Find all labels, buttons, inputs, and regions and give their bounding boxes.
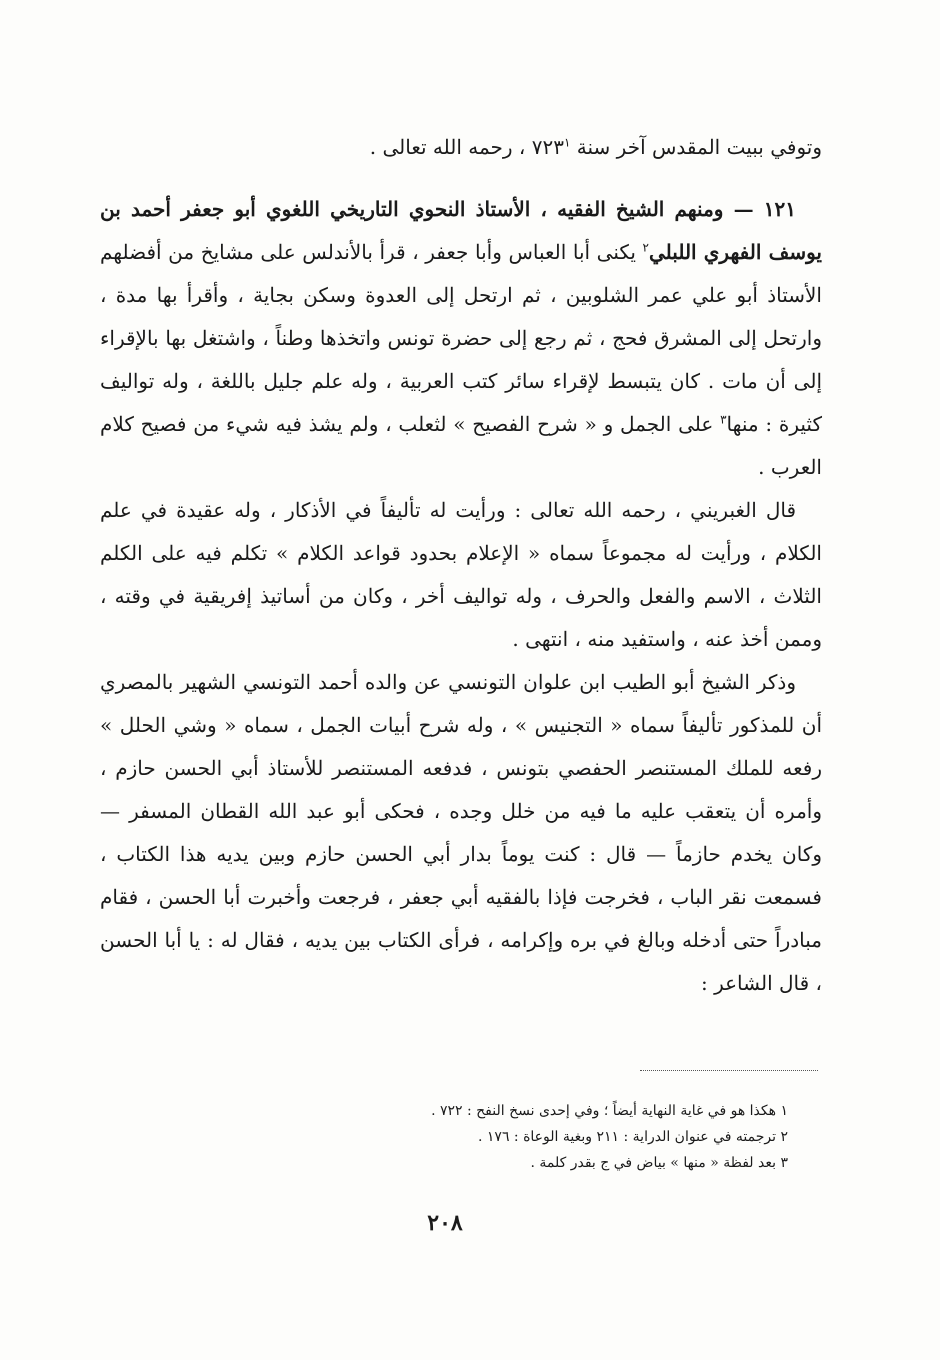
entry-text: يكنى أبا العباس وأبا جعفر ، قرأ بالأندلس على مشايخ من أفضلهم الأستاذ أبو علي عمر الشلوبين ، ثم ارتحل إلى العدوة وسكن بجاية ، وأقرأ بها مدة ، وارتحل إلى المشرق فحج ، ثم رجع إلى حضرة تونس واتخذها وطناً ، واشتغل بها بالإقراء إلى أن مات . كان يتبسط لإقراء سائر كتب العربية ، وله علم جليل باللغة ، وله تواليف كثيرة : منها [100, 240, 822, 436]
continuation-line [100, 126, 822, 169]
entry-number: ١٢١ [763, 197, 796, 221]
footnote-1: ١ هكذا هو في غاية النهاية أيضاً ؛ وفي إحدى نسخ النفح : ٧٢٢ . [431, 1103, 788, 1119]
continuation-text: وتوفي ببيت المقدس آخر سنة ٧٢٣ [531, 135, 822, 159]
page-number: ٢٠٨ [427, 1210, 463, 1236]
footnote-marker: ٢ [642, 240, 649, 255]
entry-text-continued: على الجمل و « شرح الفصيح » لثعلب ، ولم يشذ فيه شيء من فصيح كلام العرب . [100, 412, 822, 479]
ibn-alwan-paragraph: وذكر الشيخ أبو الطيب ابن علوان التونسي عن والده أحمد التونسي الشهير بالمصري أن للمذكور تأليفاً سماه « التجنيس » ، وله شرح أبيات الجمل ، سماه « وشي الحلل » رفعه للملك المستنصر الحفصي بتونس ، فدفعه المستنصر للأستاذ أبي الحسن حازم ، وأمره أن يتعقب عليه ما فيه من خلل وجده ، فحكى أبو عبد الله القطان المسفر — وكان يخدم حازماً — قال : كنت يوماً بدار أبي الحسن حازم وبين يديه هذا الكتاب ، فسمعت نقر الباب ، فخرجت فإذا بالفقيه أبي جعفر ، فرجعت وأخبرت أبا الحسن ، فقام مبادراً حتى أدخله وبالغ في بره وإكرامه ، فرأى الكتاب بين يديه ، فقال له : يا أبا الحسن ، قال الشاعر : [100, 670, 822, 995]
footnote-marker: ٣ [720, 412, 727, 427]
entry-paragraph [100, 188, 822, 489]
ghubrini-paragraph: قال الغبريني ، رحمه الله تعالى : ورأيت له تأليفاً في الأذكار ، وله عقيدة في علم الكلام ، ورأيت له مجموعاً سماه « الإعلام بحدود قواعد الكلام » تكلم فيه على الكلم الثلاث ، الاسم والفعل والحرف ، وله تواليف أخر ، وكان من أساتيذ إفريقية في وقته ، وممن أخذ عنه ، واستفيد منه ، انتهى . [100, 498, 822, 651]
footnote-3: ٣ بعد لفظة « منها » بياض في ج بقدر كلمة . [530, 1155, 788, 1171]
biography-entry [100, 188, 822, 1005]
footnote-2: ٢ ترجمته في عنوان الدراية : ٢١١ وبغية الوعاة : ١٧٦ . [478, 1129, 788, 1145]
continuation-text-end: ، رحمه الله تعالى . [369, 135, 532, 159]
footnote-separator [640, 1070, 818, 1071]
footnote-marker: ١ [563, 135, 571, 150]
entry-heading: — ومنهم الشيخ الفقيه ، الأستاذ النحوي التاريخي اللغوي أبو جعفر أحمد بن يوسف الفهري اللبلي [100, 197, 822, 264]
footnotes [200, 1098, 788, 1176]
